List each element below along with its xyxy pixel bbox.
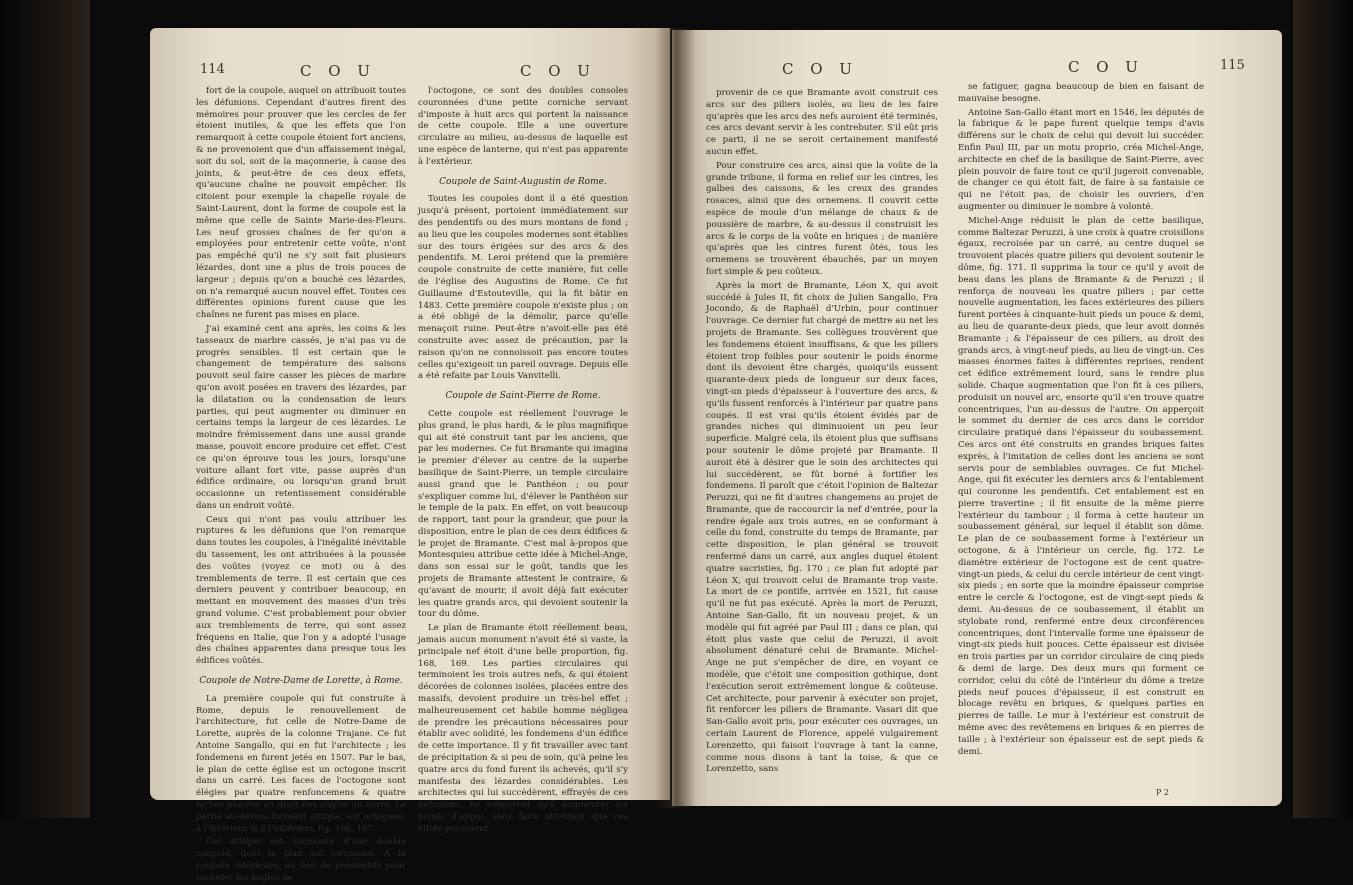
running-header: C O U — [782, 60, 858, 78]
paragraph: Après la mort de Bramante, Léon X, qui avoit succédé à Jules II, fit choix de Julien Sangallo, Fra Jocondo, & de Raphaël d'Urbin, pour continuer l'ouvrage. Ce dernier fut chargé de mettre au net les projets de Bramante. Ses collègues trouvèrent que les fondemens étoient insuffisans, & que les piliers étoient trop foibles pour soutenir le poids énorme dont ils devoient être chargés, quoiqu'ils eussent quarante-deux pieds de longueur sur deux faces, vingt-un pieds d'épaisseur à l'ouverture des arcs, & qu'ils fussent renforcés à l'intérieur par quatre pans coupés. Il est vrai qu'ils étoient évidés par de grandes niches qui diminuoient un peu leur superficie. Malgré cela, ils étoient plus que suffisans pour soutenir le dôme projeté par Bramante. Il auroit été à désirer que le soin des architectes qui lui succédèrent, se fût borné à fortifier les fondemens. Il paroît que c'étoit l'opinion de Baltezar Peruzzi, qui ne fit d'autres changemens au projet de Bramante, que de raccourcir la nef d'entrée, pour la rendre égale aux trois autres, en se conformant à celle du fond, construite du temps de Bramante, par cette disposition, le plan général se trouvoit renfermé dans un carré, aux angles duquel étoient quatre sacristies, fig. 170 ; ce plan fut adopté par Léon X, qui trouvoit celui de Bramante trop vaste. La mort de ce pontife, arrivée en 1521, fut cause qu'il ne fut pas exécuté. Après la mort de Peruzzi, Antoine San-Gallo, fit un nouveau projet, & un modèle qui fut agréé par Paul III ; dans ce plan, qui étoit plus vaste que celui de Peruzzi, il avoit absolument dénaturé celui de Bramante. Michel-Ange ne put s'empêcher de dire, en voyant ce modèle, que c'étoit une composition gothique, dont l'exécution seroit extrêmement longue & coûteuse. Cet architecte, pour parvenir à exécuter son projet, fit renforcer les piliers de Bramante. Vasari dit que San-Gallo avoit pris, pour exécuter ces ouvrages, un certain Laurent de Florence, appelé vulgairement Lorenzetto, qui faisoit l'ouvrage à tant la canne, comme nous disons à tant la toise, & que ce Lorenzetto, sans — [706, 280, 938, 775]
paragraph: Toutes les coupoles dont il a été question jusqu'à présent, portoient immédiatement sur des pendentifs ou des murs montans de fond ; au lieu que les coupoles modernes sont établies sur des tours érigées sur des arcs & des pendentifs. M. Leroi prétend que la première coupole construite de cette manière, fut celle de l'église des Augustins de Rome. Ce fut Guillaume d'Estouteville, qui la fit bâtir en 1483. Cette première coupole n'existe plus ; on a été obligé de la démolir, parce qu'elle menaçoit ruine. Peut-être n'avoit-elle pas été construite avec assez de précaution, par la raison qu'on ne connoissoit pas encore toutes celles qu'exigeoit un pareil ouvrage. Depuis elle a été refaite par Louis Vanvitelli. — [418, 194, 628, 382]
right-page — [672, 30, 1282, 806]
running-header: C O U — [300, 62, 376, 80]
left-page — [150, 28, 670, 883]
page-number: 115 — [1220, 58, 1245, 73]
signature-mark: P 2 — [1156, 788, 1170, 797]
paragraph: Ceux qui n'ont pas voulu attribuer les ruptures & les défunions que l'on remarque dans toutes les coupoles, à l'inégalité inévitable du tassement, les ont attribuées à la poussée des voûtes (voyez ce mot) ou à des tremblements de terre. Il est certain que ces derniers peuvent y contribuer beaucoup, en mettant en mouvement des masses d'un très grand volume. C'est probablement pour obvier aux tremblements de terre, qui sont assez fréquens en Italie, que l'on y a adopté l'usage des chaînes apparentes dans presque tous les édifices voûtés. — [196, 514, 406, 667]
running-header: C O U — [1068, 58, 1144, 76]
running-header: C O U — [520, 62, 596, 80]
paragraph: La première coupole qui fut construite à Rome, depuis le renouvellement de l'architecture, fut celle de Notre-Dame de Lorette, auprès de la colonne Trajane. Ce fut Antoine Sangallo, qui en fut l'architecte ; les fondemens en furent jetés en 1507. Par le bas, le plan de cette église est un octogone inscrit dans un carré. Les faces de l'octogone sont élégies par quatre renfoncemens & quatre niches placées au droit des angles du carré. La partie au-dessus formant attique, est octogone, à l'intérieur & à l'extérieur, fig. 166, 167. — [196, 693, 406, 834]
section-heading: Coupole de Saint-Pierre de Rome. — [445, 391, 601, 402]
paragraph: Antoine San-Gallo étant mort en 1546, les députés de la fabrique & le pape furent quelque temps d'avis différens sur le choix de celui qui devoit lui succéder. Enfin Paul III, par un motu proprio, créa Michel-Ange, architecte en chef de la basilique de Saint-Pierre, avec plein pouvoir de faire tout ce qu'il jugeroit convenable, de changer ce qui étoit fait, de faire à sa fantaisie ce qui ne l'étoit pas, de choisir les ouvriers, d'en augmenter ou diminuer le nombre à volonté. — [958, 107, 1204, 212]
text-column-1 — [706, 88, 938, 800]
section-heading: Coupole de Saint-Augustin de Rome. — [439, 176, 607, 187]
paragraph: Le plan de Bramante étoit réellement beau, jamais aucun monument n'avoit été si vaste, la principale nef étoit d'une belle proportion, fig. 168, 169. Les parties circulaires qui terminoient les trois autres nefs, & qui étoient décorées de colonnes isolées, placées entre des massifs, devoient produire un très-bel effet ; malheureusement cet habile homme négligea de prendre les précautions nécessaires pour établir avec solidité, les fondemens d'un édifice de cette importance. Il y fit travailler avec tant de précipitation & si peu de soin, qu'à peine les quatre arcs du fond furent ils achevés, qu'il s'y manifesta des lézardes considérables. Les architectes qui lui succédèrent, effrayés de ces défunions, ne songèrent qu'à augmenter les points d'appui, sans faire attention que ces effets pouvoient — [418, 623, 628, 834]
page-number: 114 — [200, 62, 225, 77]
book-binding-right — [1293, 0, 1353, 818]
paragraph: provenir de ce que Bramante avoit construit ces arcs sur des piliers isolés, au lieu de les faire qu'après que les arcs des nefs auroient été terminés, ces arcs devant servir à les contrebuter. S'il eût pris ce parti, il ne se seroit certainement manifesté aucun effet. — [706, 88, 938, 157]
book-binding-left — [0, 0, 90, 818]
paragraph: Cet attique est surmonté d'une double coupole, dont le plan est circulaire. A la coupole intérieure, au lieu de pendentifs pour racheter les angles de — [196, 837, 406, 883]
paragraph: fort de la coupole, auquel on attribuoit toutes les défunions. Cependant d'autres firent des mémoires pour prouver que les cercles de fer étoient inutiles, & que les effets que l'on remarquoit à cette coupole étoient fort anciens, & ne provenoient que d'un affaissement inégal, soit du sol, soit de la maçonnerie, à cause des joints, & peut-être de ces deux effets, qu'aucune chaîne ne pouvoit empêcher. Ils citoient pour exemple la chapelle royale de Saint-Laurent, dont la forme de coupole est la même que celle de Sainte Marie-des-Fleurs. Les neuf grosses chaînes de fer qu'on a employées pour entretenir cette voûte, n'ont pas empêché qu'il ne s'y soit fait plusieurs lézardes, dont une a plus de trois pouces de largeur ; depuis qu'on a bouché ces lézardes, on n'a remarqué aucun nouvel effet. Toutes ces différentes opinions furent cause que les chaînes ne furent pas mises en place. — [196, 86, 406, 321]
paragraph: Cette coupole est réellement l'ouvrage le plus grand, le plus hardi, & le plus magnifique qui ait été construit tant par les anciens, que par les modernes. Ce fut Bramante qui imagina le premier d'élever au centre de la superbe basilique de Saint-Pierre, un temple circulaire aussi grand que le Panthéon ; ou pour s'expliquer comme lui, d'élever le Panthéon sur le temple de la paix. En effet, on voit beaucoup de rapport, tant pour la grandeur, que pour la disposition, entre le plan de ces deux édifices & le projet de Bramante. C'est mal à-propos que Montesquieu attribue cette idée à Michel-Ange, dans son essai sur le goût, tandis que les projets de Bramante attestent le contraire, & qu'avant de mourir, il avoit déjà fait exécuter les quatre grands arcs, qui devoient soutenir la tour du dôme. — [418, 408, 628, 620]
section-heading: Coupole de Notre-Dame de Lorette, à Rome. — [199, 676, 403, 687]
book-gutter — [655, 28, 695, 808]
paragraph: Michel-Ange réduisit le plan de cette basilique, comme Baltezar Peruzzi, à une croix à quatre croisillons égaux, recroisée par un carré, au centre duquel se trouvoient placés quatre piliers qui devoient soutenir le dôme, fig. 171. Il supprima la tour ce qu'il y avoit de beau dans les plans de Bramante & de Peruzzi ; il renforça de nouveau les quatre piliers ; par cette nouvelle augmentation, les faces extérieures des piliers furent portées à cinquante-huit pieds un pouce & demi, au lieu de quarante-deux pieds, que leur avoit donnés Bramante ; & l'épaisseur de ces piliers, au droit des grands arcs, à vingt-neuf pieds, au lieu de vingt-un. Ces masses énormes faites à différentes reprises, rendent cet édifice extrêmement lourd, sans le rendre plus solide. Chaque augmentation que l'on fit à ces piliers, produisit un nouvel arc, ensorte qu'il s'en trouve quatre concentriques, l'un au-dessus de l'autre. On apperçoit le sommet du dernier de ces arcs dans le corridor circulaire pratiqué dans l'épaisseur du soubassement. Ces arcs ont été construits en grandes briques faites exprès, à l'imitation de celles dont les anciens se sont servis pour de semblables ouvrages. Ce fut Michel-Ange, qui fit exécuter les derniers arcs & l'entablement qui couronne les pendentifs. Cet entablement est en pierre travertine ; il fit ensuite de la même pierre l'extérieur du tambour ; il forma à cette hauteur un soubassement général, sur lequel il établit son dôme. Le plan de ce soubassement forme à l'extérieur un octogone, & à l'intérieur un cercle, fig. 172. Le diamètre extérieur de l'octogone est de cent quatre-vingt-un pieds, & celui du cercle intérieur de cent vingt-six pieds ; en sorte que la moindre épaisseur comprise entre le cercle & l'octogone, est de vingt-sept pieds & demi. Au-dessus de ce soubassement, il établit un stylobate rond, renfermé entre deux circonférences concentriques, dont l'intervalle forme une épaisseur de vingt-six pieds huit pouces. Cette épaisseur est divisée en trois parties par un corridor circulaire de cinq pieds & demi de large. Des deux murs qui forment ce corridor, celui du côté de l'intérieur du dôme a treize pieds neuf pouces d'épaisseur, il est construit en blocage revêtu en briques, & quelques parties en pierres de taille. Le mur à l'extérieur est construit de même avec des revêtemens en briques & en pierres de taille ; à l'extérieur son épaisseur est de sept pieds & demi. — [958, 215, 1204, 757]
paragraph: l'octogone, ce sont des doubles consoles couronnées d'une petite corniche servant d'imposte à huit arcs qui portent la naissance de cette coupole. Elle a une ouverture circulaire au milieu, au-dessus de laquelle est une espèce de lanterne, qui n'est pas apparente à l'extérieur. — [418, 86, 628, 167]
text-column-2 — [418, 86, 628, 834]
paragraph: J'ai examiné cent ans après, les coins & les tasseaux de marbre cassés, je n'ai pas vu de progrès sensibles. Il est certain que le changement de température des saisons pouvoit seul faire casser les pièces de marbre qu'on avoit posées en travers des lézardes, par la dilatation ou la condensation de leurs parties, qui peut augmenter ou diminuer en certains temps la largeur de ces lézardes. Le moindre frémissement dans une aussi grande masse, pouvoit encore produire cet effet. C'est ce qu'on éprouve tous les jours, lorsqu'une voiture allant fort vite, passe auprès d'un édifice ordinaire, ou lorsqu'un grand bruit occasionne un retentissement considérable dans un endroit voûté. — [196, 323, 406, 511]
text-column-2 — [958, 82, 1204, 786]
paragraph: se fatiguer, gagna beaucoup de bien en faisant de mauvaise besogne. — [958, 82, 1204, 104]
paragraph: Pour construire ces arcs, ainsi que la voûte de la grande tribune, il forma en relief sur les cintres, les galbes des caissons, & les creux des grandes rosaces, ainsi que des ornemens. Il couvrit cette espèce de moule d'un mélange de chaux & de poussière de marbre, & au-dessus il construisit les arcs & le corps de la voûte en briques ; de manière qu'après que les cintres furent ôtés, tous les ornemens se trouvèrent ébauchés, par un moyen fort simple & peu coûteux. — [706, 160, 938, 277]
text-column-1 — [196, 86, 406, 883]
